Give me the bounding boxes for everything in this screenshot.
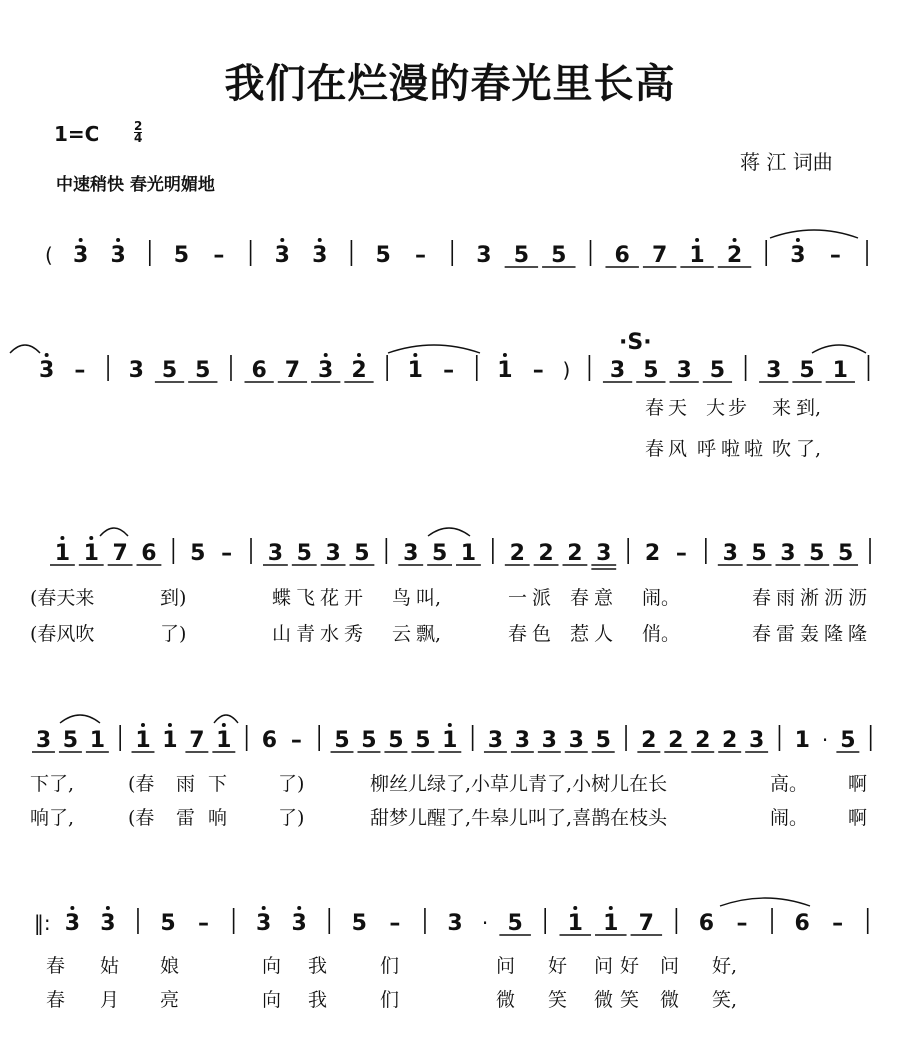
lyric: 我 (308, 989, 328, 1011)
note: 5 (809, 541, 825, 566)
note: 5 (334, 728, 350, 753)
note: – (198, 911, 210, 936)
note: 7 (651, 243, 668, 268)
lyric: 向 (262, 955, 282, 977)
note: 5 (195, 358, 211, 383)
note: 3 (256, 911, 272, 936)
lyric: 们 (380, 955, 400, 977)
symbol: · (821, 728, 829, 752)
lyric: 响了, (30, 807, 75, 829)
note: 3 (609, 358, 626, 383)
note: 3 (514, 728, 531, 753)
note: 1 (83, 541, 99, 566)
note: 3 (476, 243, 492, 268)
note: 1 (567, 911, 583, 936)
note: 7 (189, 728, 205, 753)
lyric: 微 (660, 989, 680, 1011)
note: 3 (403, 541, 419, 566)
symbol: ) (562, 358, 571, 382)
note: 3 (487, 728, 504, 753)
lyric: 青 (296, 623, 316, 645)
lyric: 春 (645, 438, 665, 460)
lyric: 我 (308, 955, 328, 977)
note: 2 (722, 728, 738, 753)
lyric: 好 (620, 955, 640, 977)
lyric: (春风吹 (30, 623, 95, 645)
note: 5 (751, 541, 767, 566)
key-signature: 1=C (54, 122, 100, 146)
note: 1 (162, 728, 178, 753)
note: 5 (799, 358, 815, 383)
note: 2 (644, 541, 661, 566)
lyric: 意 (594, 587, 614, 609)
note: – (832, 911, 844, 936)
note: 1 (216, 728, 232, 753)
lyric: 柳丝儿绿了,小草儿青了,小树儿在长 (370, 773, 668, 795)
lyric: 沥 (824, 587, 844, 609)
note: 2 (726, 243, 743, 268)
lyric: 隆 (824, 623, 844, 645)
note: 2 (668, 728, 684, 753)
note: 2 (351, 358, 367, 383)
note: 5 (354, 541, 370, 566)
lyric: 问 (660, 955, 680, 977)
lyric: 闹。 (770, 807, 809, 829)
octave-dot (609, 906, 613, 910)
note: 5 (161, 358, 178, 383)
note: 1 (89, 728, 106, 753)
note: 3 (64, 911, 81, 936)
note: 6 (261, 728, 278, 753)
lyric: 天 (668, 397, 688, 419)
lyric: 甜梦儿醒了,牛皋儿叫了,喜鹊在枝头 (370, 807, 668, 829)
note: 1 (442, 728, 458, 753)
note: 2 (641, 728, 657, 753)
lyric: 淅 (800, 587, 820, 609)
lyric: 春 (46, 989, 66, 1011)
lyric: 了) (278, 773, 305, 795)
note: 5 (388, 728, 404, 753)
note: 3 (291, 911, 307, 936)
lyric: 高。 (770, 773, 809, 795)
lyric: 笑, (712, 989, 738, 1011)
lyric: 微 (496, 989, 516, 1011)
note: 3 (722, 541, 738, 566)
note: 5 (351, 911, 367, 936)
note: 1 (497, 358, 513, 383)
lyric: 隆 (848, 623, 868, 645)
note: 1 (407, 358, 423, 383)
note: 5 (190, 541, 206, 566)
octave-dot (262, 906, 266, 910)
lyric: 笑 (548, 989, 568, 1011)
tempo-marking: 中速稍快 春光明媚地 (56, 175, 215, 195)
lyric: 问 (594, 955, 614, 977)
lyric: 春 (46, 955, 66, 977)
note: 5 (643, 358, 659, 383)
note: 2 (538, 541, 554, 566)
lyric: (春 (128, 807, 155, 829)
note: 5 (361, 728, 377, 753)
note: 5 (837, 541, 854, 566)
lyric: 雨 (776, 587, 796, 609)
note: 1 (689, 243, 705, 268)
lyric: 下了, (30, 773, 75, 795)
lyric: 风 (668, 438, 688, 460)
note: 3 (128, 358, 144, 383)
lyric: 微 (594, 989, 614, 1011)
note: – (213, 243, 225, 268)
lyric: 飘, (416, 623, 442, 645)
lyric: 吹 (772, 438, 792, 460)
note: 6 (141, 541, 157, 566)
time-signature-top: 2 (134, 119, 143, 133)
note: 3 (596, 541, 612, 566)
note: – (532, 358, 544, 383)
lyric: 派 (532, 587, 552, 609)
note: 1 (135, 728, 151, 753)
note: 3 (780, 541, 796, 566)
lyric: 了) (160, 623, 187, 645)
octave-dot (297, 906, 301, 910)
octave-dot (106, 906, 110, 910)
note: – (74, 358, 86, 383)
note: – (736, 911, 748, 936)
lyric: 秀 (344, 623, 364, 645)
note: 7 (112, 541, 128, 566)
octave-dot (573, 906, 577, 910)
lyric: 俏。 (642, 623, 681, 645)
note: 5 (160, 911, 176, 936)
lyric: (春天来 (30, 587, 95, 609)
note: 3 (38, 358, 55, 383)
note: 5 (507, 911, 523, 936)
note: 5 (595, 728, 611, 753)
note: 3 (766, 358, 782, 383)
lyric: (春 (128, 773, 155, 795)
note: 3 (447, 911, 463, 936)
lyric: 笑 (620, 989, 640, 1011)
lyric: 惹 (570, 623, 590, 645)
note: 6 (614, 243, 630, 268)
lyric: 水 (320, 623, 340, 645)
note: 3 (35, 728, 52, 753)
lyric: 大 (706, 397, 726, 419)
lyric: 好, (712, 955, 738, 977)
lyric: 好 (548, 955, 568, 977)
note: 1 (54, 541, 71, 566)
note: 5 (415, 728, 431, 753)
note: – (290, 728, 302, 753)
note: – (443, 358, 455, 383)
note: 2 (567, 541, 583, 566)
note: 3 (312, 243, 328, 268)
note: 3 (676, 358, 692, 383)
lyric: 人 (594, 623, 614, 645)
note: 2 (509, 541, 525, 566)
lyric: 姑 (100, 955, 120, 977)
lyric: 到) (160, 587, 187, 609)
lyric: 啊 (848, 773, 868, 795)
lyric: 来 (772, 397, 792, 419)
note: – (415, 243, 427, 268)
segno-sign: ·S· (619, 330, 652, 355)
lyric: 响 (208, 807, 228, 829)
lyric: 山 (272, 623, 292, 645)
system-5-notes (34, 898, 868, 1011)
lyric: 啦 (744, 438, 764, 460)
note: 3 (110, 243, 126, 268)
lyric: 飞 (296, 587, 316, 609)
lyric: 们 (380, 989, 400, 1011)
note: 5 (375, 243, 391, 268)
note: 5 (709, 358, 726, 383)
lyric: 春 (645, 397, 665, 419)
note: – (675, 541, 687, 566)
lyric: 呼 (697, 438, 717, 460)
note: 5 (431, 541, 448, 566)
note: 3 (318, 358, 334, 383)
lyric: 花 (320, 587, 340, 609)
lyric: 亮 (160, 989, 180, 1011)
note: 3 (72, 243, 89, 268)
note: 2 (695, 728, 711, 753)
note: 5 (173, 243, 190, 268)
lyric: 娘 (160, 955, 180, 977)
note: 1 (794, 728, 810, 753)
lyric: 步 (728, 397, 748, 419)
lyric: 下 (208, 773, 228, 795)
lyric: 蝶 (272, 587, 292, 609)
symbol: ( (45, 243, 53, 267)
note: 7 (284, 358, 301, 383)
lyric: 闹。 (642, 587, 681, 609)
lyric: 到, (796, 397, 822, 419)
note: 5 (551, 243, 567, 268)
lyric: 鸟 (392, 587, 412, 609)
note: 3 (100, 911, 116, 936)
note: 5 (513, 243, 530, 268)
author-credit: 蒋 江 词曲 (740, 150, 833, 174)
lyric: 了, (796, 438, 822, 460)
symbol: ‖: (33, 911, 51, 935)
lyric: 一 (508, 587, 528, 609)
lyric: 了) (278, 807, 305, 829)
lyric: 沥 (848, 587, 868, 609)
octave-dot (70, 906, 74, 910)
lyric: 雷 (776, 623, 796, 645)
note: 5 (62, 728, 79, 753)
note: 3 (568, 728, 584, 753)
note: – (221, 541, 233, 566)
note: 3 (748, 728, 765, 753)
lyric: 云 (392, 623, 412, 645)
note: 3 (267, 541, 284, 566)
note: 5 (840, 728, 856, 753)
lyric: 问 (496, 955, 516, 977)
note: 5 (296, 541, 312, 566)
lyric: 向 (262, 989, 282, 1011)
symbol: · (481, 911, 489, 935)
note: 1 (603, 911, 619, 936)
lyric: 春 (752, 623, 772, 645)
note: 1 (460, 541, 477, 566)
note: 1 (832, 358, 848, 383)
lyric: 色 (532, 623, 552, 645)
lyric: 春 (570, 587, 590, 609)
note: 3 (541, 728, 557, 753)
note: 6 (251, 358, 267, 383)
lyric: 轰 (800, 623, 820, 645)
note: 6 (698, 911, 715, 936)
note: 3 (790, 243, 806, 268)
note: – (829, 243, 841, 268)
lyric: 啦 (721, 438, 741, 460)
lyric: 春 (752, 587, 772, 609)
note: 3 (325, 541, 341, 566)
lyric: 啊 (848, 807, 868, 829)
lyric: 月 (100, 989, 120, 1011)
time-signature-bottom: 4 (134, 131, 143, 145)
lyric: 春 (508, 623, 528, 645)
song-title: 我们在烂漫的春光里长高 (224, 61, 676, 107)
lyric: 雨 (176, 773, 196, 795)
lyric: 雷 (176, 807, 196, 829)
note: – (389, 911, 401, 936)
lyric: 开 (344, 587, 364, 609)
tie-arc (720, 898, 810, 906)
lyric: 叫, (416, 587, 442, 609)
note: 7 (638, 911, 654, 936)
note: 6 (794, 911, 810, 936)
note: 3 (274, 243, 290, 268)
